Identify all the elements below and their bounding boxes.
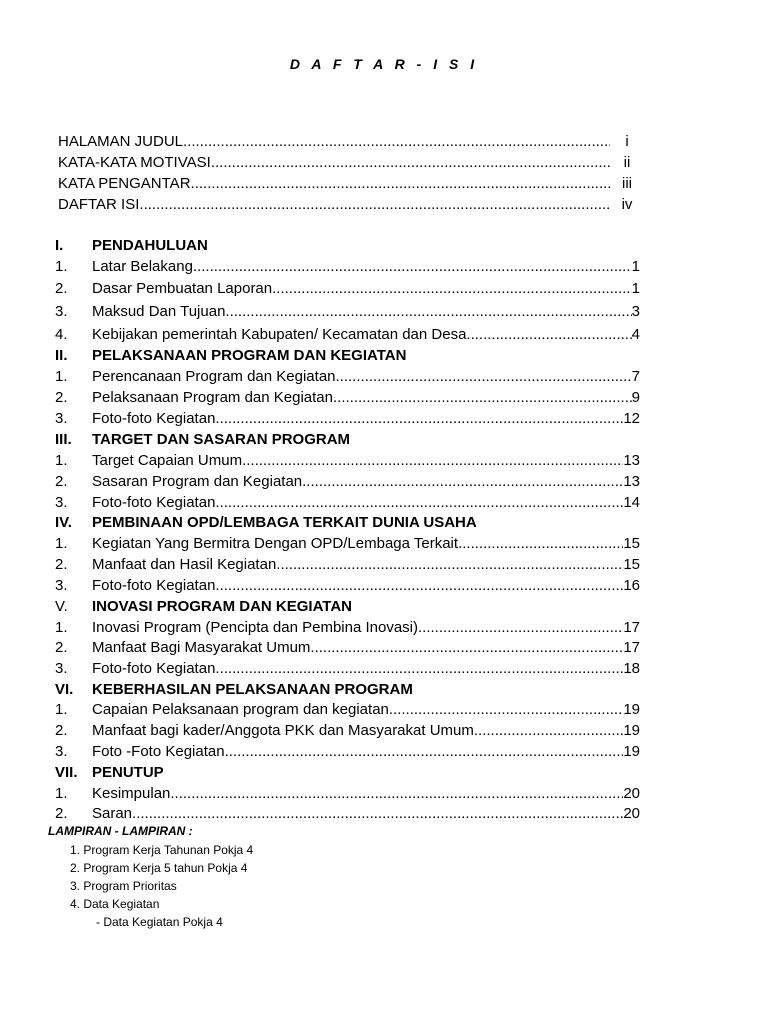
toc-item bbox=[92, 302, 640, 322]
item-number: 1. bbox=[55, 535, 68, 552]
toc-item-page: 3 bbox=[631, 303, 640, 320]
toc-entry-page: ii bbox=[623, 154, 631, 171]
toc-item bbox=[92, 742, 640, 762]
leader-dots bbox=[193, 257, 632, 277]
toc-item bbox=[92, 555, 640, 575]
leader-dots bbox=[170, 784, 623, 804]
toc-item bbox=[92, 451, 640, 471]
toc-item-label: Foto-foto Kegiatan bbox=[92, 577, 216, 594]
lampiran-item: 1. Program Kerja Tahunan Pokja 4 bbox=[70, 843, 254, 857]
leader-dots bbox=[276, 555, 623, 575]
item-number: 1. bbox=[55, 452, 68, 469]
lampiran-subitem: - Data Kegiatan Pokja 4 bbox=[96, 915, 223, 929]
leader-dots bbox=[474, 721, 623, 741]
toc-item-label: Dasar Pembuatan Laporan bbox=[92, 280, 273, 297]
leader-dots bbox=[466, 325, 631, 345]
item-number: 1. bbox=[55, 258, 68, 275]
leader-dots bbox=[302, 472, 623, 492]
toc-item-label: Foto-foto Kegiatan bbox=[92, 494, 216, 511]
chapter-title: PELAKSANAAN PROGRAM DAN KEGIATAN bbox=[92, 347, 407, 364]
toc-front-entry bbox=[58, 195, 638, 215]
item-number: 1. bbox=[55, 368, 68, 385]
toc-entry-label: KATA PENGANTAR bbox=[58, 175, 191, 192]
chapter-number: II. bbox=[55, 347, 68, 364]
leader-dots bbox=[215, 409, 623, 429]
toc-item-label: Kegiatan Yang Bermitra Dengan OPD/Lembaga Terkait bbox=[92, 535, 459, 552]
item-number: 4. bbox=[55, 326, 68, 343]
toc-entry-label: KATA-KATA MOTIVASI bbox=[58, 154, 211, 171]
leader-dots bbox=[310, 638, 623, 658]
toc-item-page: 7 bbox=[631, 368, 640, 385]
toc-item bbox=[92, 576, 640, 596]
toc-entry-page: iv bbox=[621, 196, 633, 213]
item-number: 3. bbox=[55, 743, 68, 760]
toc-item-page: 13 bbox=[623, 473, 640, 490]
toc-item-label: Kesimpulan bbox=[92, 785, 171, 802]
leader-dots bbox=[183, 132, 610, 152]
toc-item-label: Maksud Dan Tujuan bbox=[92, 303, 226, 320]
toc-item-page: 17 bbox=[623, 619, 640, 636]
toc-item-page: 19 bbox=[623, 743, 640, 760]
toc-front-entry bbox=[58, 174, 638, 194]
toc-item bbox=[92, 804, 640, 824]
chapter-title: PEMBINAAN OPD/LEMBAGA TERKAIT DUNIA USAHA bbox=[92, 514, 477, 531]
toc-item-page: 20 bbox=[623, 805, 640, 822]
chapter-title: KEBERHASILAN PELAKSANAAN PROGRAM bbox=[92, 681, 413, 698]
item-number: 1. bbox=[55, 785, 68, 802]
chapter-number: VII. bbox=[55, 764, 78, 781]
leader-dots bbox=[225, 742, 624, 762]
toc-item-label: Latar Belakang bbox=[92, 258, 193, 275]
toc-item bbox=[92, 325, 640, 345]
toc-item bbox=[92, 257, 640, 277]
chapter-title: PENUTUP bbox=[92, 764, 164, 781]
toc-item-page: 12 bbox=[623, 410, 640, 427]
item-number: 2. bbox=[55, 280, 68, 297]
toc-item bbox=[92, 409, 640, 429]
item-number: 3. bbox=[55, 303, 68, 320]
leader-dots bbox=[458, 534, 623, 554]
toc-item bbox=[92, 279, 640, 299]
leader-dots bbox=[132, 804, 623, 824]
toc-item-label: Manfaat bagi kader/Anggota PKK dan Masyarakat Umum bbox=[92, 722, 474, 739]
item-number: 2. bbox=[55, 556, 68, 573]
toc-item bbox=[92, 367, 640, 387]
leader-dots bbox=[225, 302, 631, 322]
toc-item-page: 17 bbox=[623, 639, 640, 656]
toc-item-page: 1 bbox=[631, 258, 640, 275]
leader-dots bbox=[215, 659, 623, 679]
toc-item-page: 13 bbox=[623, 452, 640, 469]
toc-item bbox=[92, 659, 640, 679]
toc-item-label: Foto-foto Kegiatan bbox=[92, 410, 216, 427]
toc-item-label: Kebijakan pemerintah Kabupaten/ Kecamatan dan Desa bbox=[92, 326, 467, 343]
toc-item-page: 18 bbox=[623, 660, 640, 677]
item-number: 2. bbox=[55, 805, 68, 822]
toc-front-entry bbox=[58, 153, 638, 173]
toc-item-label: Capaian Pelaksanaan program dan kegiatan bbox=[92, 701, 389, 718]
chapter-number: V. bbox=[55, 598, 68, 615]
toc-item-page: 20 bbox=[623, 785, 640, 802]
toc-entry-page: i bbox=[625, 133, 629, 150]
item-number: 2. bbox=[55, 722, 68, 739]
toc-item bbox=[92, 618, 640, 638]
chapter-title: TARGET DAN SASARAN PROGRAM bbox=[92, 431, 351, 448]
toc-item bbox=[92, 721, 640, 741]
item-number: 2. bbox=[55, 639, 68, 656]
toc-item-label: Inovasi Program (Pencipta dan Pembina Inovasi) bbox=[92, 619, 419, 636]
page-title: D A F T A R - I S I bbox=[289, 56, 479, 72]
leader-dots bbox=[215, 576, 623, 596]
toc-item-label: Target Capaian Umum bbox=[92, 452, 243, 469]
toc-item bbox=[92, 700, 640, 720]
toc-item-label: Manfaat Bagi Masyarakat Umum bbox=[92, 639, 311, 656]
toc-item-label: Perencanaan Program dan Kegiatan bbox=[92, 368, 336, 385]
leader-dots bbox=[139, 195, 610, 215]
lampiran-item: 4. Data Kegiatan bbox=[70, 897, 160, 911]
item-number: 3. bbox=[55, 577, 68, 594]
toc-item-page: 15 bbox=[623, 556, 640, 573]
toc-item bbox=[92, 784, 640, 804]
item-number: 3. bbox=[55, 660, 68, 677]
leader-dots bbox=[418, 618, 623, 638]
toc-item-label: Sasaran Program dan Kegiatan bbox=[92, 473, 303, 490]
leader-dots bbox=[333, 388, 632, 408]
toc-item-page: 9 bbox=[631, 389, 640, 406]
item-number: 2. bbox=[55, 473, 68, 490]
item-number: 1. bbox=[55, 619, 68, 636]
chapter-number: III. bbox=[55, 431, 72, 448]
item-number: 2. bbox=[55, 389, 68, 406]
toc-item-page: 16 bbox=[623, 577, 640, 594]
toc-item-page: 15 bbox=[623, 535, 640, 552]
toc-entry-label: HALAMAN JUDUL bbox=[58, 133, 184, 150]
toc-item-page: 1 bbox=[631, 280, 640, 297]
lampiran-item: 2. Program Kerja 5 tahun Pokja 4 bbox=[70, 861, 248, 875]
chapter-title: PENDAHULUAN bbox=[92, 237, 208, 254]
item-number: 3. bbox=[55, 410, 68, 427]
toc-item bbox=[92, 638, 640, 658]
chapter-title: INOVASI PROGRAM DAN KEGIATAN bbox=[92, 598, 353, 615]
leader-dots bbox=[242, 451, 623, 471]
item-number: 1. bbox=[55, 701, 68, 718]
lampiran-item: 3. Program Prioritas bbox=[70, 879, 177, 893]
lampiran-heading: LAMPIRAN - LAMPIRAN : bbox=[48, 824, 193, 838]
toc-item bbox=[92, 534, 640, 554]
toc-item bbox=[92, 472, 640, 492]
toc-item-page: 4 bbox=[631, 326, 640, 343]
chapter-number: IV. bbox=[55, 514, 72, 531]
toc-item bbox=[92, 388, 640, 408]
leader-dots bbox=[211, 153, 610, 173]
toc-entry-label: DAFTAR ISI bbox=[58, 196, 140, 213]
toc-entry-page: iii bbox=[622, 175, 632, 192]
toc-item bbox=[92, 493, 640, 513]
toc-item-page: 19 bbox=[623, 701, 640, 718]
toc-front-entry bbox=[58, 132, 638, 152]
toc-item-label: Manfaat dan Hasil Kegiatan bbox=[92, 556, 277, 573]
toc-item-page: 19 bbox=[623, 722, 640, 739]
toc-item-label: Foto-foto Kegiatan bbox=[92, 660, 216, 677]
toc-item-label: Saran bbox=[92, 805, 133, 822]
toc-item-label: Pelaksanaan Program dan Kegiatan bbox=[92, 389, 333, 406]
leader-dots bbox=[336, 367, 632, 387]
leader-dots bbox=[272, 279, 632, 299]
leader-dots bbox=[215, 493, 623, 513]
chapter-number: I. bbox=[55, 237, 64, 254]
leader-dots bbox=[389, 700, 623, 720]
item-number: 3. bbox=[55, 494, 68, 511]
toc-item-label: Foto -Foto Kegiatan bbox=[92, 743, 225, 760]
leader-dots bbox=[191, 174, 610, 194]
chapter-number: VI. bbox=[55, 681, 74, 698]
toc-item-page: 14 bbox=[623, 494, 640, 511]
